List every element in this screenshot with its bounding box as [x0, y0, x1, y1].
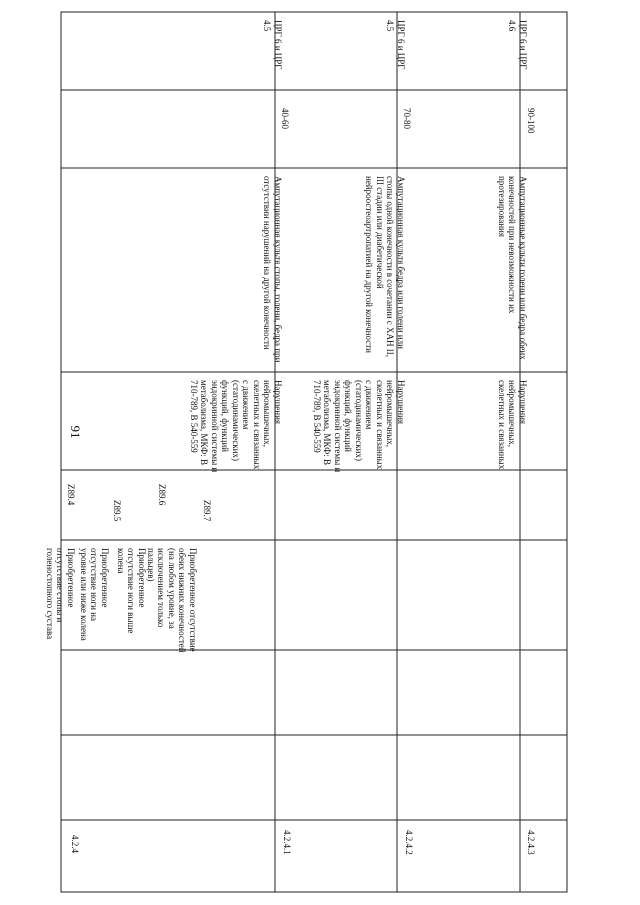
- condition-text: Приобретенное отсутствие ноги на уровне или ниже колена: [79, 548, 110, 641]
- icd-code: Z89.7: [202, 500, 212, 522]
- impairment-text: Нарушения нейромышечных, скелетных и связанных с движением (статодинамических) функций, функций эндокринной системы и метаболизма, МКФ: В 710-789, В 540-559: [189, 380, 283, 473]
- row-code-4-2-4-1: 4.2.4.1: [282, 830, 292, 855]
- program-code: ЦРГ 6 и ЦРГ 4.5: [262, 20, 283, 70]
- icd-code: Z89.5: [112, 500, 122, 522]
- row-code-4-2-4-3: 4.2.4.3: [526, 830, 536, 855]
- page-number: 91: [68, 425, 83, 439]
- percent-range: 70-80: [402, 108, 412, 129]
- percent-range: 90-100: [526, 108, 536, 134]
- percent-range: 40-60: [280, 108, 290, 129]
- impairment-text: Нарушения нейромышечных, скелетных и связанных с движением (статодинамических) функций, функций эндокринной системы и метаболизма, МКФ: В 710-789, В 540-559: [312, 380, 406, 473]
- condition-text: Приобретенное отсутствие ноги выше колена: [116, 548, 147, 634]
- condition-text: Приобретенное отсутствие обеих нижних конечностей (на любом уровне, за исключением только пальцев): [146, 548, 198, 653]
- description-text: Ампутационная культя стопы, голени, бедра при отсутствии нарушений на другой конечности: [262, 176, 283, 363]
- row-code-4-2-4-2: 4.2.4.2: [404, 830, 414, 855]
- program-code: ЦРГ 6 и ЦРГ 4.6: [507, 20, 528, 70]
- icd-code: Z89.4: [66, 484, 76, 506]
- icd-code: Z89.6: [157, 484, 167, 506]
- condition-text: Приобретенное отсутствие стопы и голеностопного сустава: [45, 548, 76, 640]
- description-text: Ампутационная культя бедра или голени или стопы одной конечности в сочетании с ХАН II, III стадии или диабетической нейроостеоартропатией на другой конечности: [364, 176, 406, 357]
- description-text: Ампутационные культи голени или бедра обеих конечностей при невозможности их протезирования: [497, 176, 528, 360]
- row-code-4-2-4: 4.2.4: [70, 835, 80, 853]
- program-code: ЦРГ 6 и ЦРГ 4.5: [385, 20, 406, 70]
- impairment-text: Нарушения нейромышечных, скелетных и связанных: [497, 380, 528, 470]
